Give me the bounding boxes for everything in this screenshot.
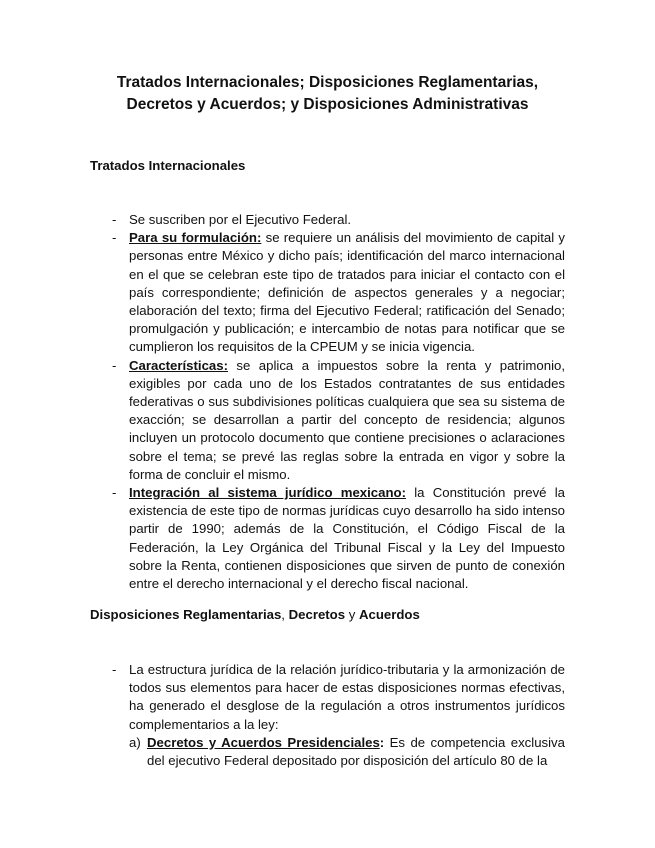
list-item-label: Para su formulación: — [129, 230, 262, 246]
title-line-2: Decretos y Acuerdos; y Disposiciones Administrativas — [126, 96, 529, 113]
sub-list-colon: : — [379, 734, 385, 750]
heading-part-3: Acuerdos — [359, 607, 420, 622]
list-dash: - — [112, 230, 117, 246]
heading-separator-2: y — [345, 607, 359, 622]
list-item-text: la Constitución prevé la existencia de este tipo de normas jurídicas cuyo desarrollo ha sido intenso partir de 1990; además de la Constitución, el Código Fiscal de la Federación, la Ley Orgánica del Tribunal Fiscal y la Ley del Impuesto sobre la Renta, contienen disposiciones que sirven de punto de conexión entre el derecho internacional y el derecho fiscal nacional. — [129, 485, 565, 592]
list-item — [90, 229, 565, 356]
list-dash: - — [112, 662, 117, 677]
list-item-text: Se suscriben por el Ejecutivo Federal. — [129, 212, 352, 227]
title-line-1: Tratados Internacionales; Disposiciones Reglamentarias, — [116, 74, 539, 91]
sub-list-item — [90, 734, 565, 770]
list-item-text: se aplica a impuestos sobre la renta y patrimonio, exigibles por cada uno de los Estados contratantes de sus entidades federativas o sus subdivisiones políticas cualquiera que sea su sistema de exacción; se desarrollan a partir del concepto de residencia; algunos incluyen un protocolo documento que contiene precisiones o aclaraciones sobre el tema; se prevé las reglas sobre la entrada en vigor y sobre la forma de concluir el mismo. — [129, 357, 565, 482]
list-dash: - — [112, 485, 117, 501]
heading-part-1: Disposiciones Reglamentarias — [90, 607, 282, 622]
section-heading-tratados: Tratados Internacionales — [90, 158, 246, 173]
heading-part-2: Decretos — [288, 607, 346, 622]
sub-list-marker: a) — [129, 734, 141, 750]
document-title — [90, 72, 565, 116]
sub-list-text: Es de competencia exclusiva del ejecutivo Federal depositado por disposición del artículo 80 de la — [147, 734, 565, 769]
list-dash: - — [112, 212, 117, 227]
sub-list-label: Decretos y Acuerdos Presidenciales — [147, 734, 380, 750]
list-item-text: La estructura jurídica de la relación jurídico-tributaria y la armonización de todos sus elementos para hacer de estas disposiciones normas efectivas, ha generado el desglose de la regulación a otros instrumentos jurídicos complementarios a la ley: — [129, 662, 565, 732]
list-item — [90, 211, 565, 229]
heading-separator-1: , — [281, 607, 289, 622]
list-item-text: se requiere un análisis del movimiento de capital y personas entre México y dicho país; identificación del marco internacional en el que se celebran este tipo de tratados para iniciar el contacto con el país correspondiente; definición de aspectos generales y a negociar; elaboración del texto; firma del Ejecutivo Federal; ratificación del Senado; promulgación y publicación; e intercambio de notas para notificar que se cumplieron los requisitos de la CPEUM y se inicia vigencia. — [129, 230, 565, 355]
disposiciones-list — [90, 661, 565, 770]
list-item — [90, 357, 565, 484]
list-item — [90, 484, 565, 593]
list-item-label: Integración al sistema jurídico mexicano: — [129, 485, 406, 501]
section-heading-disposiciones — [90, 606, 420, 624]
list-item — [90, 661, 565, 734]
tratados-list — [90, 211, 565, 593]
list-dash: - — [112, 357, 117, 373]
list-item-label: Características: — [129, 357, 228, 373]
